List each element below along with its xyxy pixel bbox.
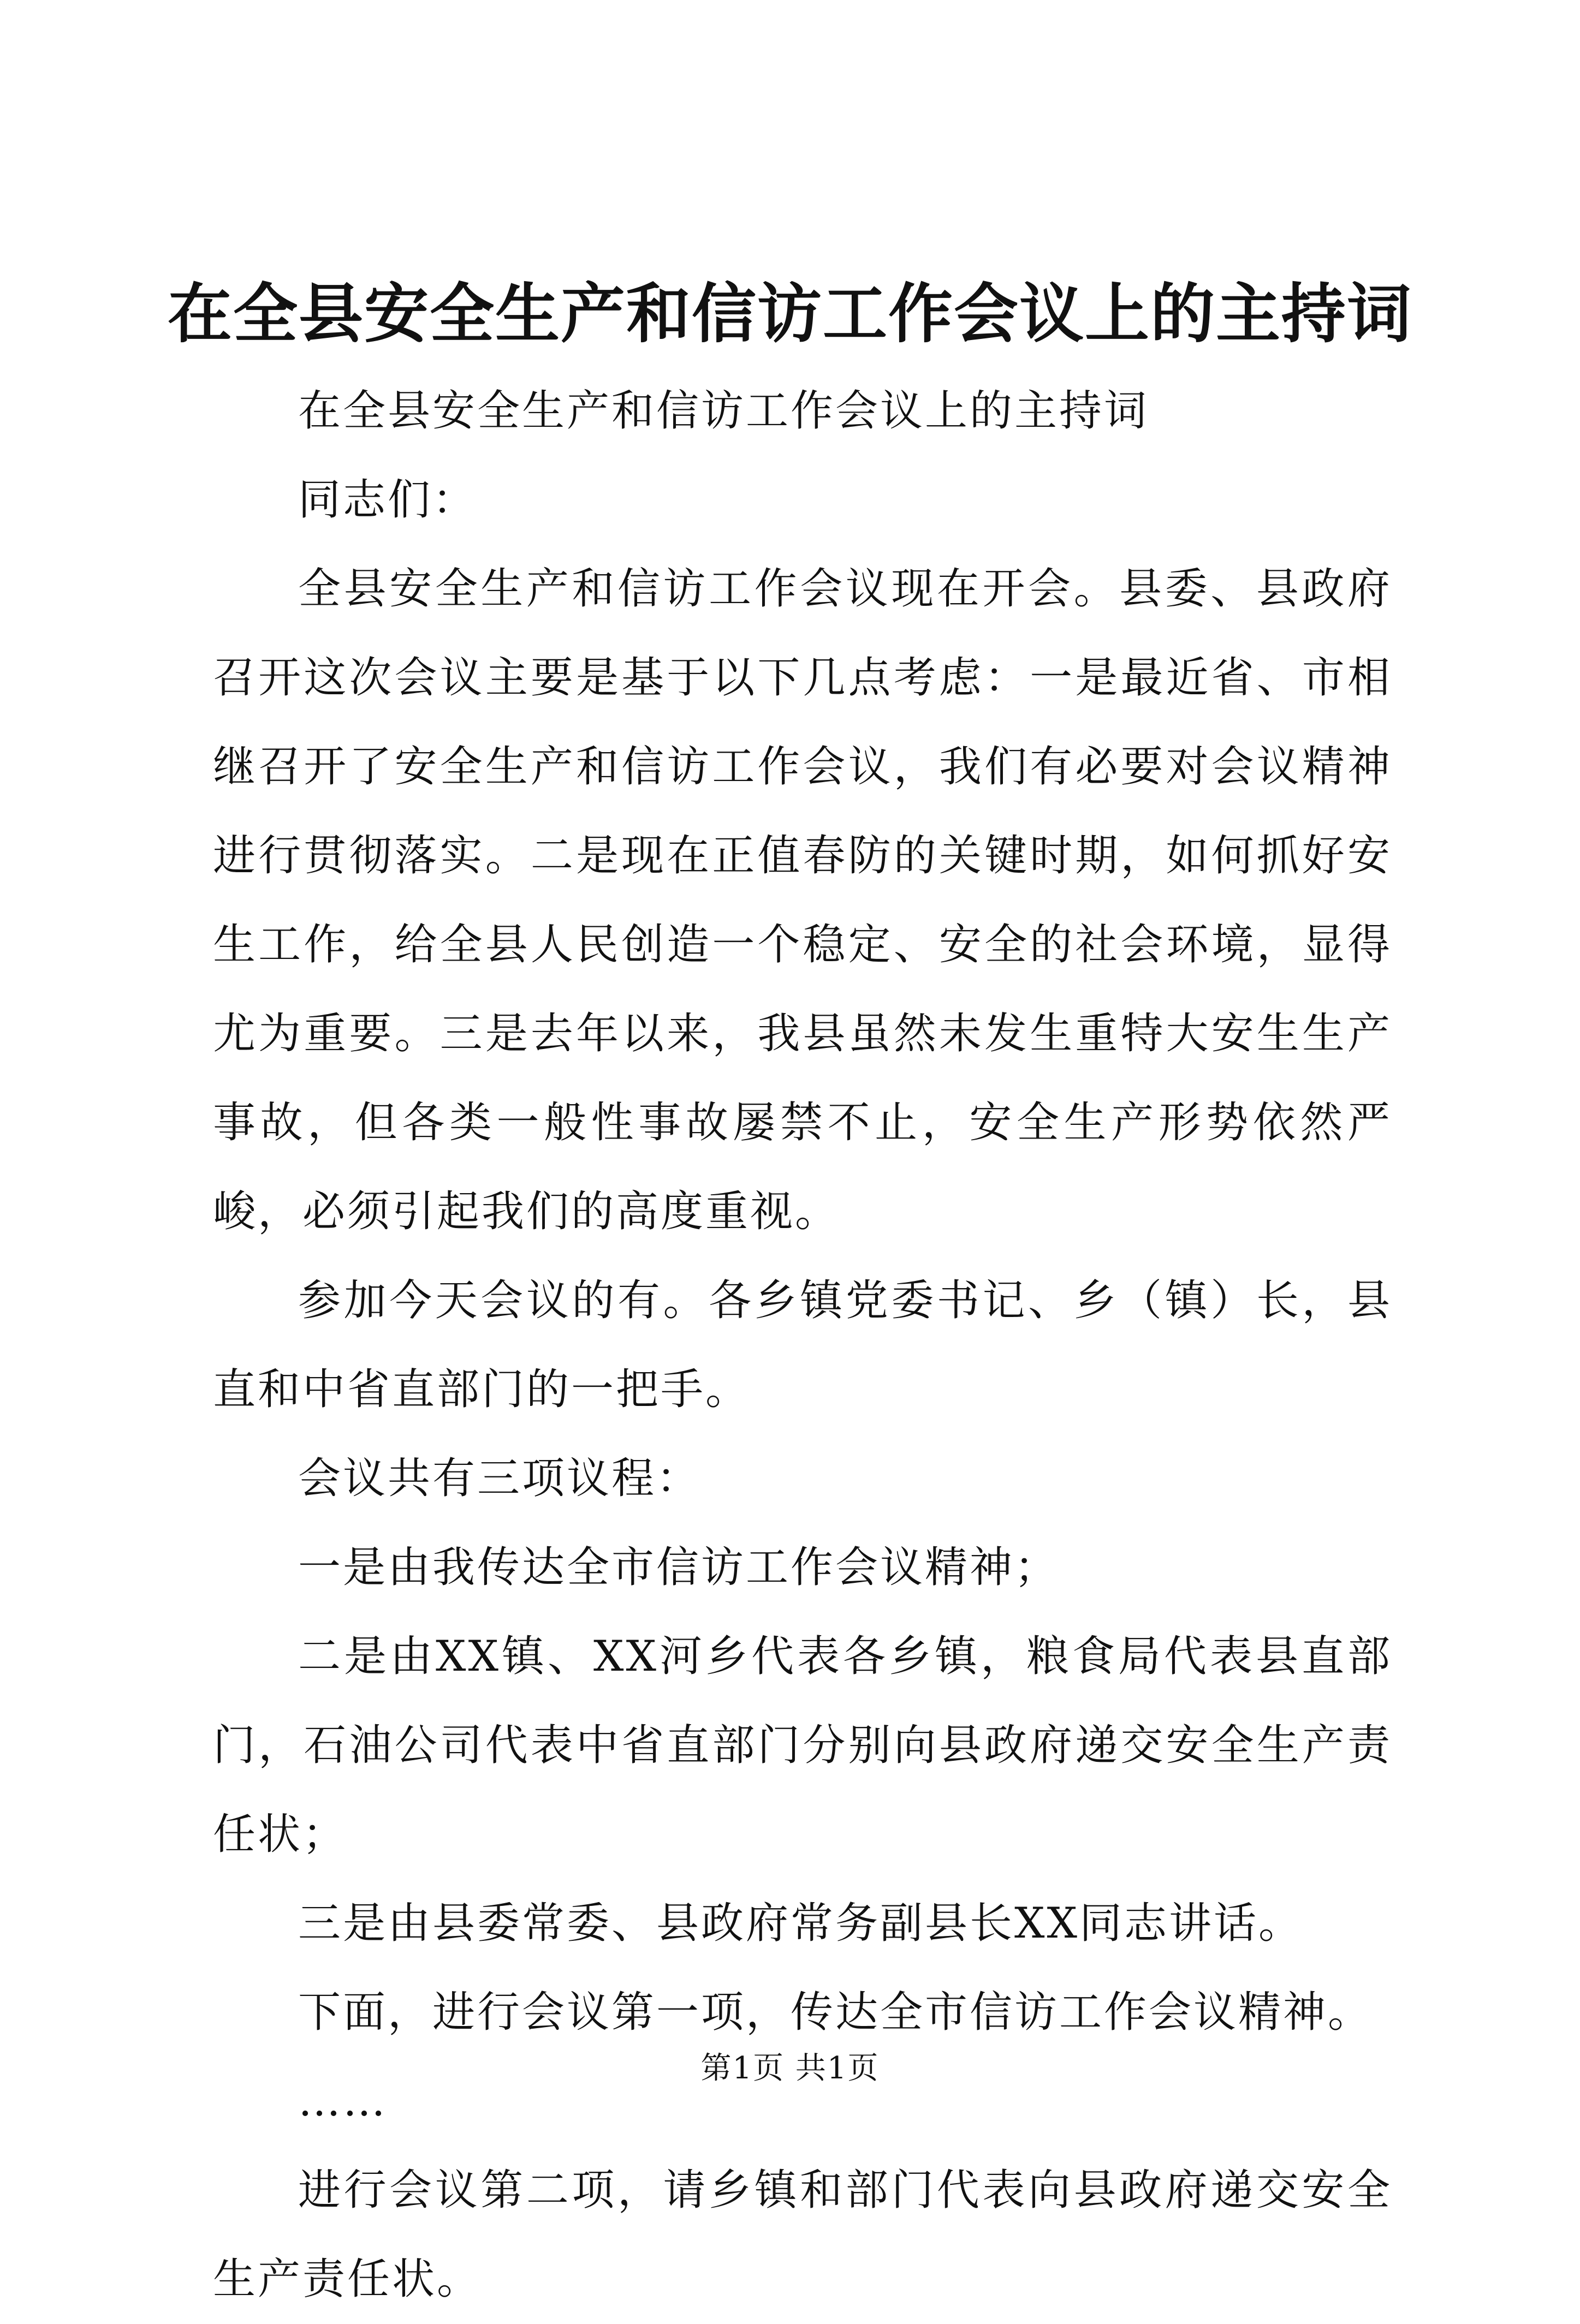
paragraph-attendees: 参加今天会议的有。各乡镇党委书记、乡（镇）长，县直和中省直部门的一把手。	[213, 1276, 1392, 1414]
paragraph-greeting: 同志们：	[298, 475, 478, 525]
document-title: 在全县安全生产和信访工作会议上的主持词	[167, 276, 1412, 351]
document-body	[213, 367, 1392, 2324]
paragraph-opening: 全县安全生产和信访工作会议现在开会。县委、县政府召开这次会议主要是基于以下几点考虑：一是最近省、市相继召开了安全生产和信访工作会议，我们有必要对会议精神进行贯彻落实。二是现在正值春防的关键时期，如何抓好安生工作，给全县人民创造一个稳定、安全的社会环境，显得尤为重要。三是去年以来，我县虽然未发生重特大安生生产事故，但各类一般性事故屡禁不止，安全生产形势依然严峻，必须引起我们的高度重视。	[213, 564, 1392, 1236]
paragraph-second-item: 进行会议第二项，请乡镇和部门代表向县政府递交安全生产责任状。	[213, 2166, 1392, 2304]
paragraph-agenda-intro: 会议共有三项议程：	[298, 1454, 702, 1503]
page-footer: 第1页 共1页	[700, 2051, 880, 2086]
paragraph-agenda-item-2: 二是由XX镇、XX河乡代表各乡镇，粮食局代表县直部门，石油公司代表中省直部门分别向县政府递交安全生产责任状；	[213, 1632, 1392, 1859]
paragraph-agenda-item-1: 一是由我传达全市信访工作会议精神；	[298, 1543, 1060, 1592]
paragraph-first-item: 下面，进行会议第一项，传达全市信访工作会议精神。	[298, 1988, 1373, 2037]
paragraph-ellipsis: ……	[298, 2077, 388, 2126]
paragraph-subtitle: 在全县安全生产和信访工作会议上的主持词	[298, 386, 1149, 436]
paragraph-agenda-item-3: 三是由县委常委、县政府常务副县长XX同志讲话。	[298, 1899, 1304, 1948]
